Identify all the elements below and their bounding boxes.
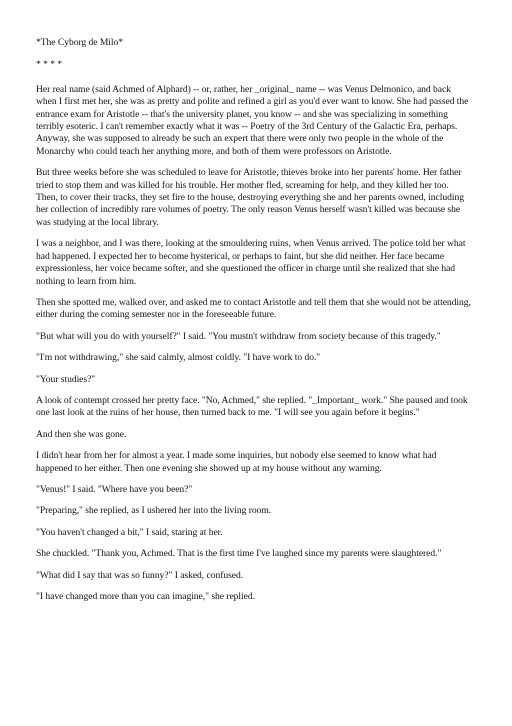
paragraph: "You haven't changed a bit," I said, staring at her. (36, 526, 223, 538)
paragraph: "But what will you do with yourself?" I said. "You mustn't withdraw from society because of this tragedy." (36, 330, 441, 342)
paragraph: "I'm not withdrawing," she said calmly, almost coldly. "I have work to do." (36, 352, 321, 364)
paragraph: I didn't hear from her for almost a year. I made some inquiries, but nobody else seemed to know what had happened to her either. Then one evening she showed up at my house without any warning. (36, 450, 437, 474)
paragraph: "Your studies?" (36, 373, 96, 385)
paragraph: She chuckled. "Thank you, Achmed. That is the first time I've laughed since my parents were slaughtered." (36, 548, 442, 560)
paragraph: "What did I say that was so funny?" I asked, confused. (36, 569, 244, 581)
paragraph: But three weeks before she was scheduled to leave for Aristotle, thieves broke into her parents' home. Her father tried to stop them and was killed for his trouble. Her mother fled, screaming for help, and they killed her too. Then, to cover their tracks, they set fire to the house, destroying everything she and her parents owned, including her collection of incredibly rare volumes of poetry. The only reason Venus herself wasn't killed was because she was studying at the local library. (36, 167, 464, 228)
paragraph: "I have changed more than you can imagine," she replied. (36, 591, 255, 602)
paragraph: I was a neighbor, and I was there, looking at the smouldering ruins, when Venus arrived. The police told her what had happened. I expected her to become hysterical, or perhaps to faint, but she did neither. Her face became expressionless, her voice became softer, and she questioned the officer in charge until she realized that she had nothing to learn from him. (36, 238, 466, 287)
paragraph: "Venus!" I said. "Where have you been?" (36, 483, 193, 495)
story-title: *The Cyborg de Milo* (36, 37, 124, 48)
paragraph: Then she spotted me, walked over, and asked me to contact Aristotle and tell them that she would not be attending, either during the coming semester nor in the foreseeable future. (36, 296, 471, 321)
paragraph: "Preparing," she replied, as I ushered her into the living room. (36, 505, 272, 517)
section-separator: * * * * (36, 59, 63, 71)
paragraph: And then she was gone. (36, 428, 127, 440)
paragraph: A look of contempt crossed her pretty face. "No, Achmed," she replied. "_Important_ work." She paused and took one last look at the ruins of her house, then turned back to me. "I will see you again before it begins." (36, 394, 468, 419)
paragraph: Her real name (said Achmed of Alphard) -- or, rather, her _original_ name -- was Venus Delmonico, and back when I first met her, she was as pretty and polite and refined a girl as you'd ever want to know. She had passed the entrance exam for Aristotle -- that's the university planet, you know -- and she was specializing in something terribly esoteric. I can't remember exactly what it was -- Poetry of the 3rd Century of the Galactic Era, perhaps. Anyway, she was supposed to already be such an expert that there were only two people in the whole of the Monarchy who could teach her anything more, and both of them were professors on Aristotle. (36, 83, 469, 157)
